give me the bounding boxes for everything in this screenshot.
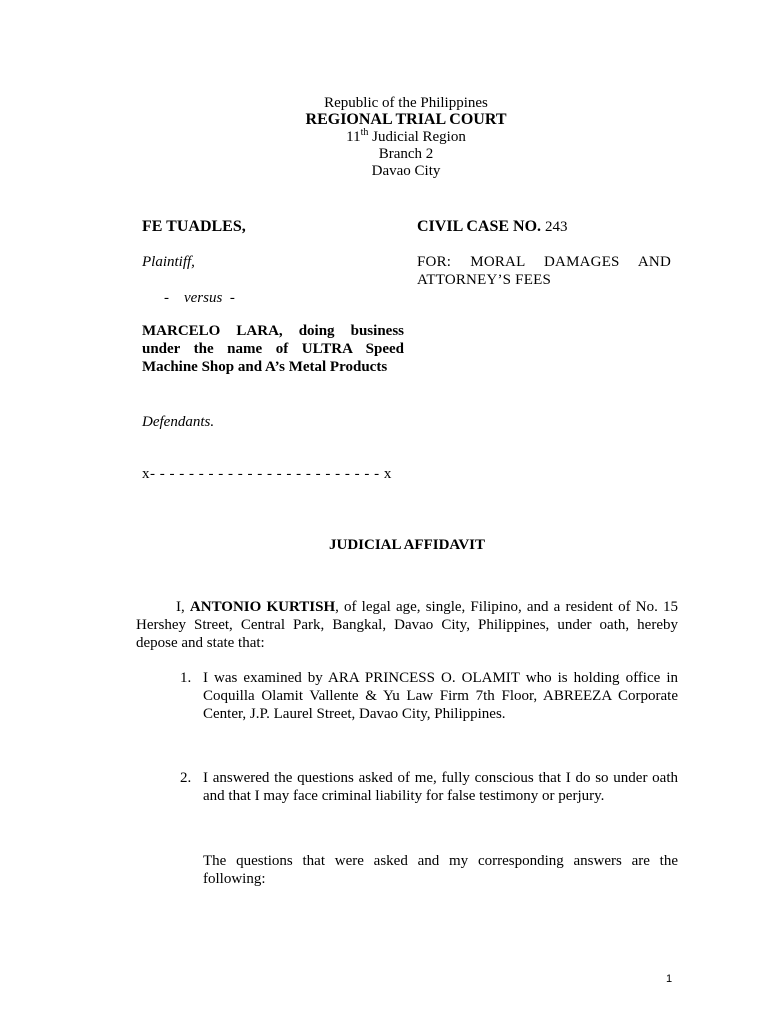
judicial-region bbox=[0, 128, 768, 145]
defendant-role: Defendants. bbox=[142, 414, 215, 430]
caption-separator: x- - - - - - - - - - - - - - - - - - - - - - - - x bbox=[142, 466, 392, 482]
region-label: Judicial Region bbox=[368, 129, 466, 145]
case-subject: FOR: MORAL DAMAGES AND ATTORNEY’S FEES bbox=[417, 254, 671, 288]
court-header bbox=[0, 94, 768, 179]
affiant-name: ANTONIO KURTISH bbox=[189, 599, 336, 615]
document-title: JUDICIAL AFFIDAVIT bbox=[328, 537, 485, 553]
case-number-line bbox=[417, 218, 568, 236]
court-name: REGIONAL TRIAL COURT bbox=[305, 111, 507, 128]
intro-prefix: I, bbox=[176, 599, 190, 615]
list-item-text: I was examined by ARA PRINCESS O. OLAMIT who is holding office in Coquilla Olamit Vallente & Yu Law Firm 7th Floor, ABREEZA Corporate Center, J.P. Laurel Street, Davao City, Philippines. bbox=[203, 670, 678, 722]
list-item-text: I answered the questions asked of me, fully conscious that I do so under oath and that I may face criminal liability for false testimony or perjury. bbox=[203, 770, 678, 804]
intro-text: , of legal age, single, Filipino, and a resident of No. 15 Hershey Street, Central Park, Bangkal, Davao City, Philippines, under oath, hereby depose and state that: bbox=[136, 599, 678, 651]
list-item-number: 1. bbox=[180, 670, 192, 686]
list-item bbox=[180, 769, 678, 805]
plaintiff-name: FE TUADLES, bbox=[142, 218, 246, 235]
followup-paragraph: The questions that were asked and my corresponding answers are the following: bbox=[203, 853, 678, 887]
affiant-intro bbox=[136, 598, 678, 652]
plaintiff-role: Plaintiff, bbox=[142, 254, 195, 270]
defendant-name: MARCELO LARA, doing business under the name of ULTRA Speed Machine Shop and A’s Metal Products bbox=[142, 323, 404, 375]
page-number: 1 bbox=[666, 973, 673, 985]
list-item-number: 2. bbox=[180, 770, 192, 786]
region-suffix: th bbox=[360, 127, 369, 138]
case-label: CIVIL CASE NO. bbox=[417, 218, 542, 235]
case-number: 243 bbox=[545, 219, 568, 235]
city-line: Davao City bbox=[371, 163, 441, 179]
republic-line: Republic of the Philippines bbox=[324, 95, 488, 111]
list-item bbox=[180, 669, 678, 723]
region-number: 11 bbox=[346, 129, 361, 145]
branch-line: Branch 2 bbox=[378, 146, 434, 162]
versus-label: - versus - bbox=[164, 290, 235, 306]
